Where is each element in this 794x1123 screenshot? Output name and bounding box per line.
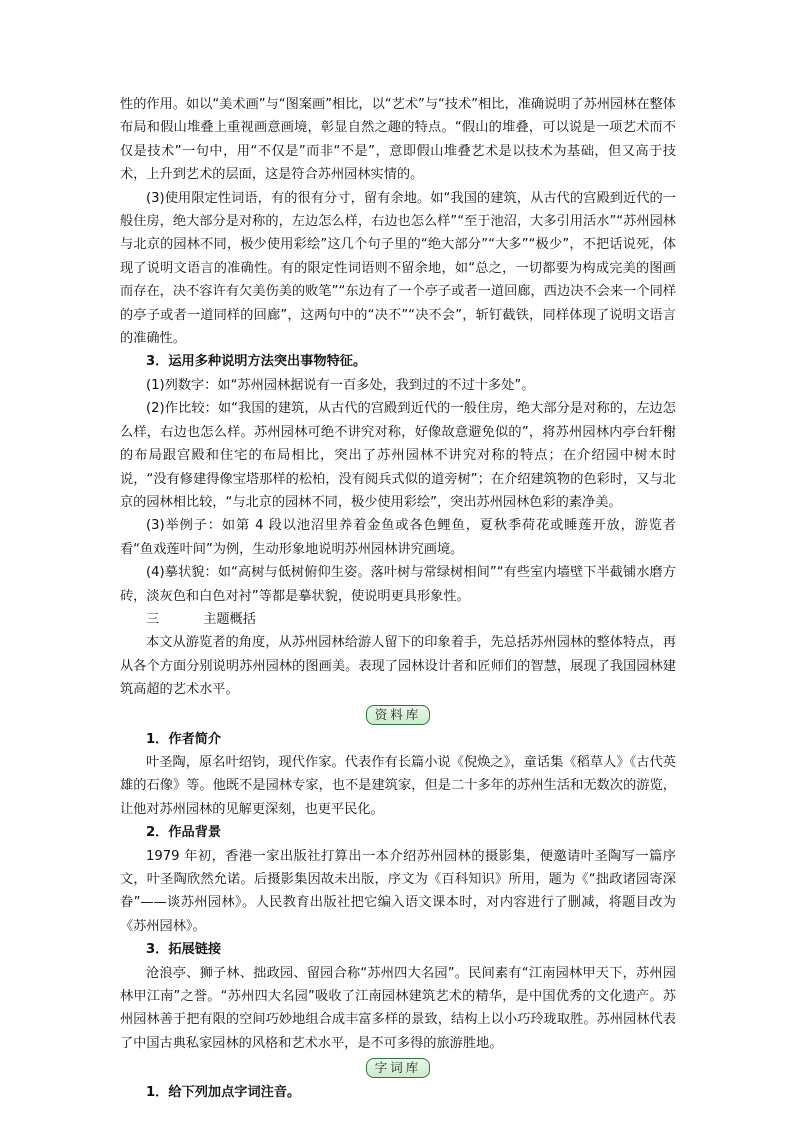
point3-paragraph: (3)使用限定性词语，有的很有分寸，留有余地。如“我国的建筑，从古代的宫殿到近代的一般住房，绝大部分是对称的，左边怎么样，右边也怎么样”“至于池沼，大多引用活水”“苏州园林与北京的园林不同，极少使用彩绘”这几个句子里的“绝大部分”“大多”“极少”，不把话说死，体现了说明文语言的准确性。有的限定性词语则不留余地，如“总之，一切都要为构成完美的图画而存在，决不容许有欠美伤美的败笔”“东边有了一个亭子或者一道回廊，西边决不会来一个同样的亭子或者一道同样的回廊”，这两句中的“决不”“决不会”，斩钉截铁，同样体现了说明文语言的准确性。 — [120, 190, 676, 347]
ziliao-badge-row — [120, 702, 676, 728]
author-paragraph: 叶圣陶，原名叶绍钧，现代作家。代表作有长篇小说《倪焕之》，童话集《稻草人》《古代英雄的石像》等。他既不是园林专家，也不是建筑家，但是二十多年的苏州生活和无数次的游览，让他对苏州园林的见解更深刻，也更平民化。 — [120, 754, 676, 817]
theme-paragraph: 本文从游览者的角度，从苏州园林给游人留下的印象着手，先总括苏州园林的整体特点，再从各个方面分别说明苏州园林的图画美。表现了园林设计者和匠师们的智慧，展现了我国园林建筑高超的艺术水平。 — [120, 635, 676, 698]
method-comparison: (2)作比较：如“我国的建筑，从古代的宫殿到近代的一般住房，绝大部分是对称的，左边怎么样，右边也怎么样。苏州园林可绝不讲究对称，好像故意避免似的”，将苏州园林内亭台轩榭的布局跟宫殿和住宅的布局相比，突出了苏州园林不讲究对称的特点；在介绍园中树木时说，“没有修建得像宝塔那样的松柏，没有阅兵式似的道旁树”；在介绍建筑物的色彩时，又与北京的园林相比较，“与北京的园林不同，极少使用彩绘”，突出苏州园林色彩的素净美。 — [120, 401, 676, 510]
ziliao-badge: 资料库 — [366, 705, 431, 725]
zici-badge-row — [120, 1055, 676, 1081]
section-title: 主题概括 — [203, 611, 256, 627]
section-theme-heading — [120, 608, 676, 631]
zici-badge: 字词库 — [366, 1058, 431, 1078]
method-list-numbers: (1)列数字：如“苏州园林据说有一百多处，我到过的不过十多处”。 — [146, 377, 535, 393]
exercise-heading: 1．给下列加点字词注音。 — [146, 1085, 301, 1101]
section-number: 三 — [146, 611, 160, 627]
background-heading: 2．作品背景 — [146, 825, 222, 841]
intro-paragraph: 性的作用。如以“美术画”与“图案画”相比，以“艺术”与“技术”相比，准确说明了苏州园林在整体布局和假山堆叠上重视画意画境，彰显自然之趣的特点。“假山的堆叠，可以说是一项艺术而不仅是技术”一句中，用“不仅是”而非“不是”，意即假山堆叠艺术是以技术为基础，但又高于技术，上升到艺术的层面，这是符合苏州园林实情的。 — [120, 97, 676, 183]
background-paragraph: 1979 年初，香港一家出版社打算出一本介绍苏州园林的摄影集，便邀请叶圣陶写一篇序文，叶圣陶欣然允诺。后摄影集因故未出版，序文为《百科知识》所用，题为《“拙政诸园寄深眷”——谈苏州园林》。人民教育出版社把它编入语文课本时，对内容进行了删减，将题目改为《苏州园林》。 — [120, 848, 676, 934]
document-page — [120, 93, 676, 1105]
heading-methods: 3．运用多种说明方法突出事物特征。 — [146, 354, 367, 370]
author-heading: 1．作者简介 — [146, 731, 222, 747]
extension-heading: 3．拓展链接 — [146, 942, 222, 958]
method-description: (4)摹状貌：如“高树与低树俯仰生姿。落叶树与常绿树相间”“有些室内墙壁下半截铺水磨方砖，淡灰色和白色对衬”等都是摹状貌，使说明更具形象性。 — [120, 565, 676, 604]
method-examples: (3)举例子：如第 4 段以池沼里养着金鱼或各色鲤鱼，夏秋季荷花或睡莲开放，游览者看“鱼戏莲叶间”为例，生动形象地说明苏州园林讲究画境。 — [120, 518, 676, 557]
extension-paragraph: 沧浪亭、狮子林、拙政园、留园合称“苏州四大名园”。民间素有“江南园林甲天下，苏州园林甲江南”之誉。“苏州四大名园”吸收了江南园林建筑艺术的精华，是中国优秀的文化遗产。苏州园林善于把有限的空间巧妙地组合成丰富多样的景致，结构上以小巧玲珑取胜。苏州园林代表了中国古典私家园林的风格和艺术水平，是不可多得的旅游胜地。 — [120, 965, 676, 1051]
